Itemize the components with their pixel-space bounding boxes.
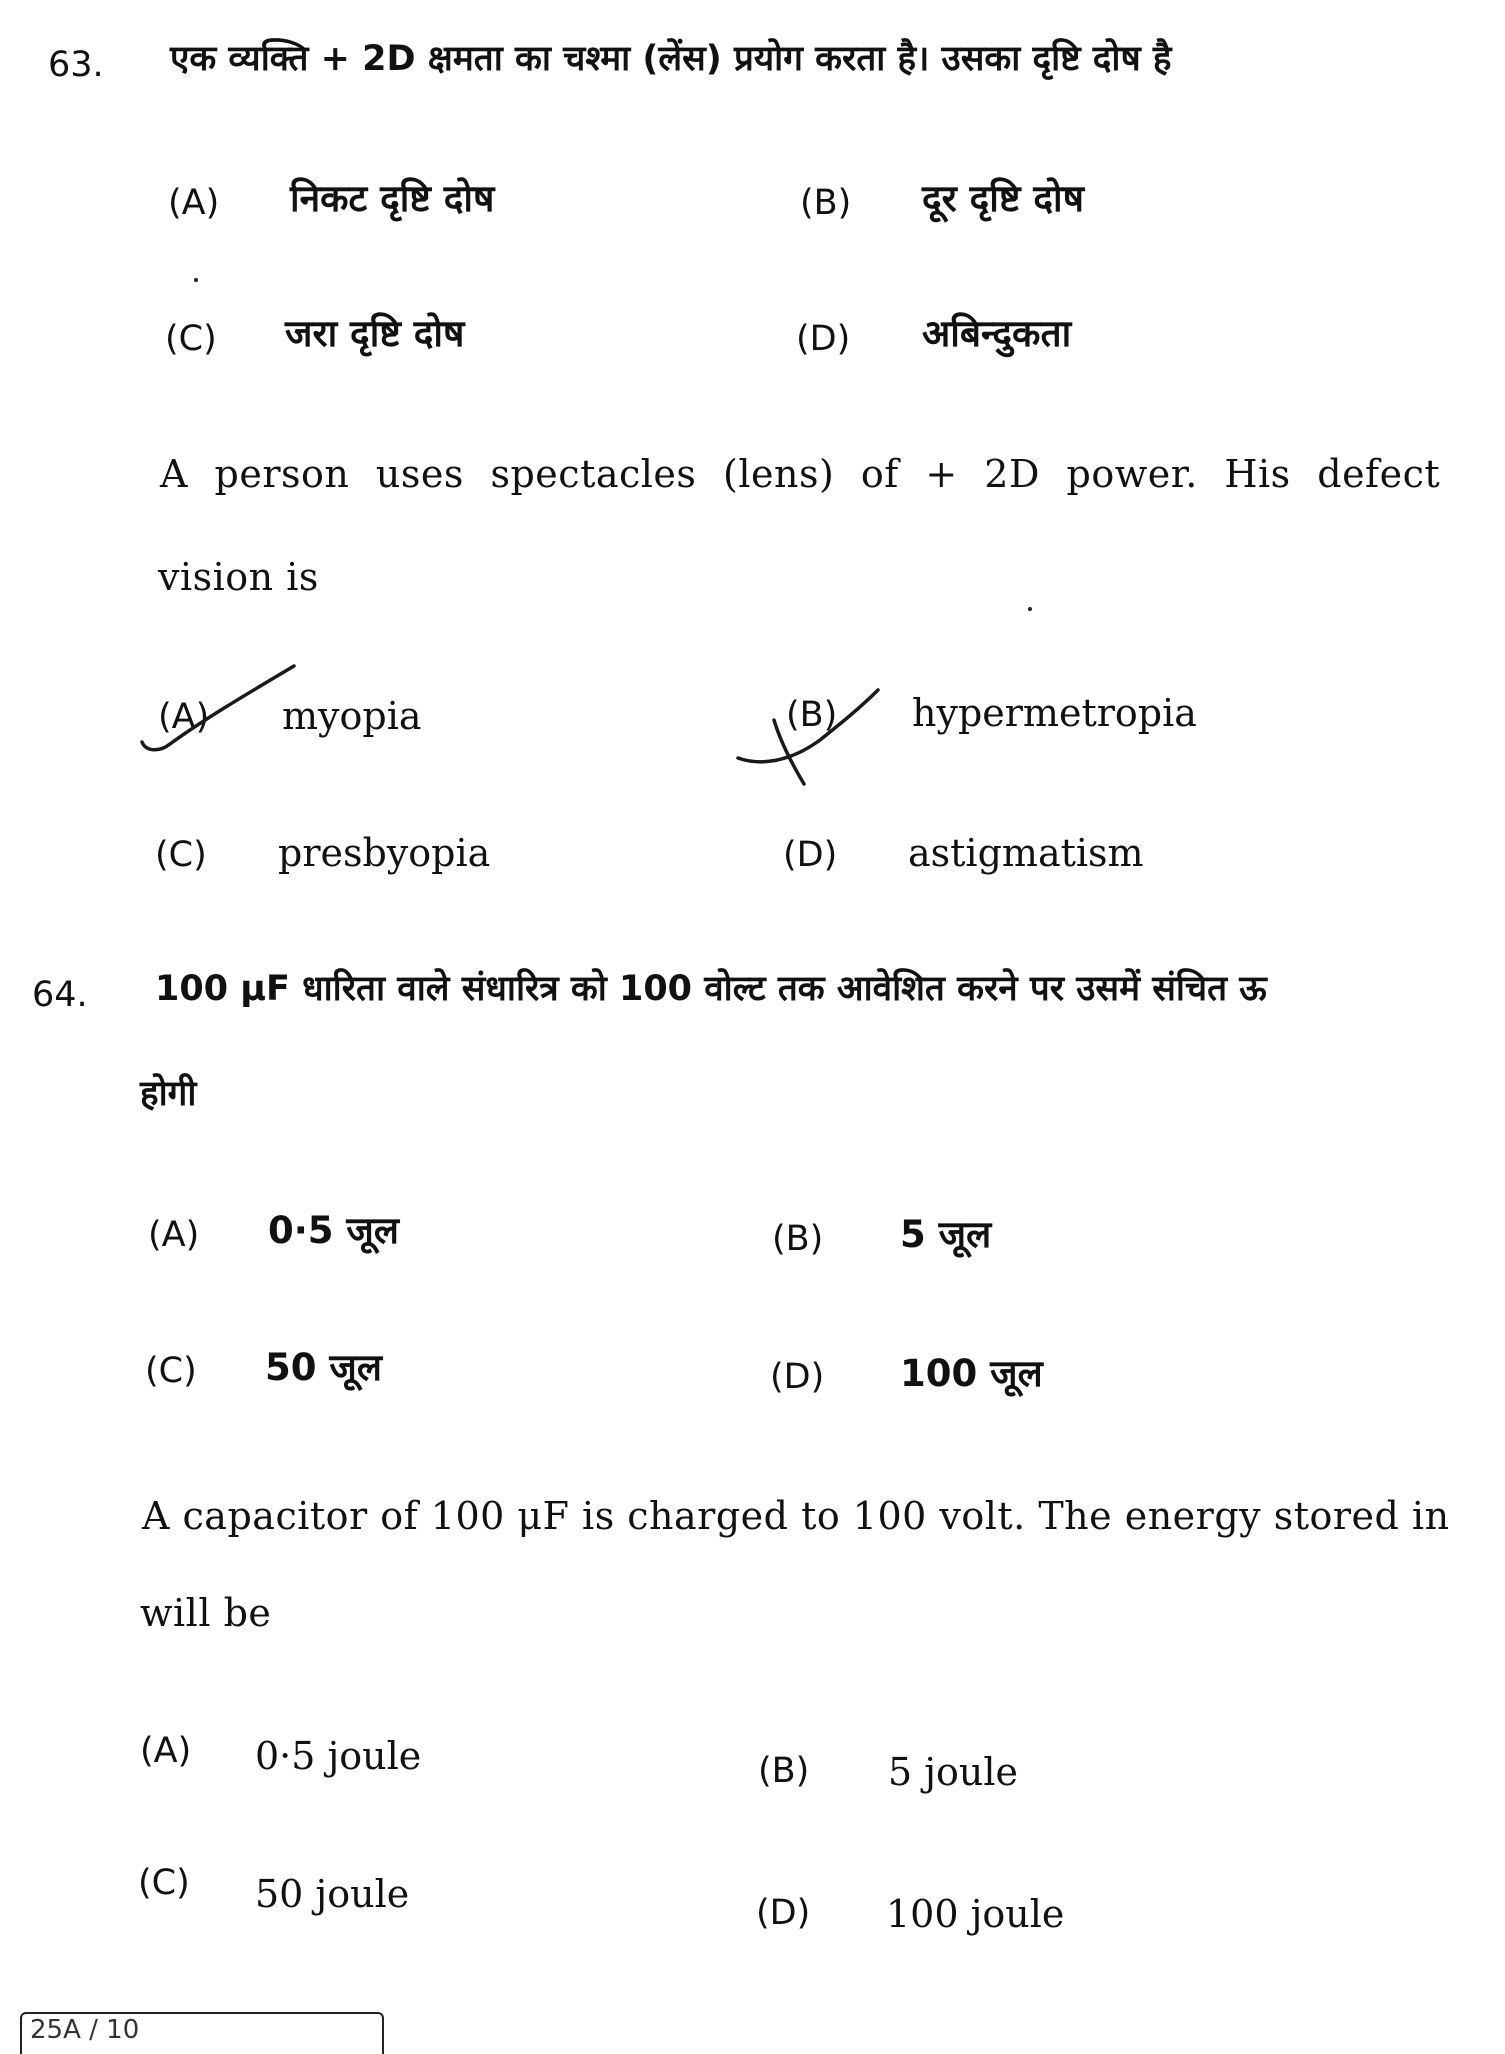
option-label: (C) <box>138 1863 190 1903</box>
question-stem-english: A person uses spectacles (lens) of + 2D power. His defect <box>160 452 1441 496</box>
question-stem-hindi: होगी <box>140 1074 197 1114</box>
option-text-english: presbyopia <box>278 831 491 875</box>
question-stem-english: will be <box>140 1591 272 1635</box>
option-text-english: hypermetropia <box>912 691 1197 735</box>
option-label: (D) <box>796 319 851 359</box>
option-text-hindi: निकट दृष्टि दोष <box>290 177 495 220</box>
option-label: (B) <box>800 183 852 223</box>
question-stem-hindi: एक व्यक्ति + 2D क्षमता का चश्मा (लेंस) प्रयोग करता है। उसका दृष्टि दोष है <box>170 39 1172 79</box>
option-text-hindi: दूर दृष्टि दोष <box>922 177 1084 220</box>
option-label: (D) <box>783 835 838 875</box>
option-label: (C) <box>145 1351 197 1391</box>
question-number: 64. <box>32 975 88 1015</box>
option-text-english: 0·5 joule <box>255 1734 422 1778</box>
option-label: (B) <box>786 695 838 735</box>
option-label: (A) <box>158 697 210 737</box>
tick-mark-icon <box>130 660 310 760</box>
option-label: (C) <box>165 319 217 359</box>
cross-mark-icon <box>730 680 890 790</box>
option-label: (B) <box>772 1219 824 1259</box>
option-text-hindi: अबिन्दुकता <box>922 312 1072 355</box>
option-text-english: myopia <box>282 694 422 738</box>
question-number: 63. <box>48 45 104 85</box>
option-label: (B) <box>758 1751 810 1791</box>
option-text-hindi: 5 जूल <box>900 1213 992 1256</box>
option-text-hindi: 50 जूल <box>265 1346 382 1389</box>
option-text-english: 5 joule <box>888 1750 1019 1794</box>
option-text-hindi: 0·5 जूल <box>268 1209 399 1252</box>
option-text-hindi: जरा दृष्टि दोष <box>285 312 465 355</box>
question-stem-hindi: 100 μF धारिता वाले संधारित्र को 100 वोल्ट तक आवेशित करने पर उसमें संचित ऊ <box>155 969 1267 1009</box>
option-label: (C) <box>155 835 207 875</box>
option-text-english: astigmatism <box>908 831 1144 875</box>
option-label: (A) <box>148 1215 200 1255</box>
option-text-english: 50 joule <box>255 1872 410 1916</box>
option-label: (D) <box>756 1893 811 1933</box>
question-stem-english: vision is <box>158 555 319 599</box>
stray-dot <box>1028 607 1032 611</box>
footer-code: 25A / 10 <box>30 2015 140 2045</box>
stray-dot <box>194 278 198 282</box>
option-label: (A) <box>140 1731 192 1771</box>
question-stem-english: A capacitor of 100 μF is charged to 100 volt. The energy stored in <box>142 1494 1450 1538</box>
option-label: (D) <box>770 1357 825 1397</box>
option-text-english: 100 joule <box>886 1892 1065 1936</box>
option-text-hindi: 100 जूल <box>900 1352 1043 1395</box>
option-label: (A) <box>168 183 220 223</box>
